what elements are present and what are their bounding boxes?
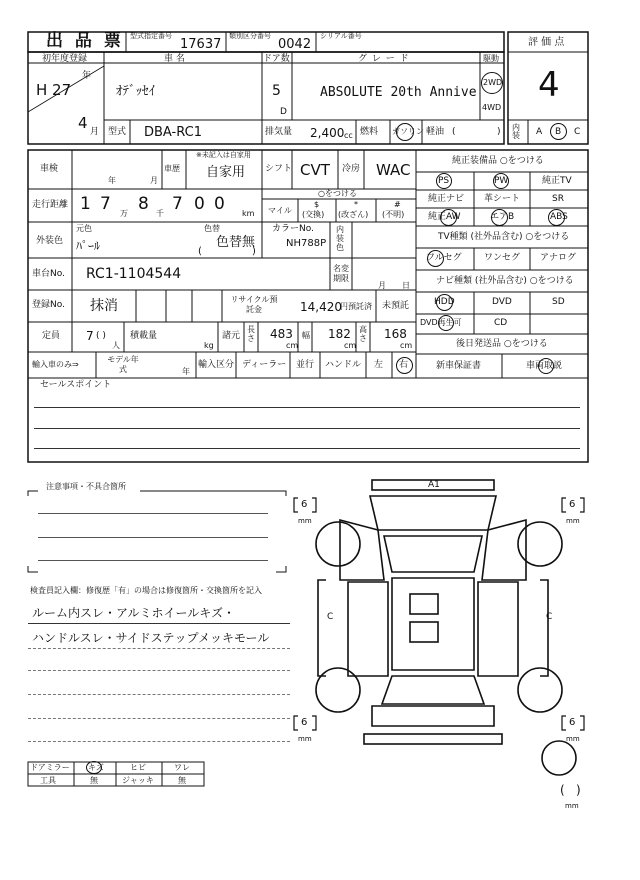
name-change-month: 月 <box>378 281 386 290</box>
tire-rl-unit: mm <box>298 735 312 743</box>
recycle-label: リサイクル預託金 <box>230 295 278 314</box>
color-no-value: NH788P <box>286 238 327 249</box>
ac-label: 冷房 <box>342 164 361 174</box>
capacity-label: 定員 <box>42 331 61 341</box>
equip-airbag: エアB <box>490 212 515 222</box>
mileage-unit-man: 万 <box>120 209 128 218</box>
reg-label: 登録No. <box>32 300 65 310</box>
capacity-value: 7 <box>86 329 94 343</box>
tire-front-left <box>316 522 360 566</box>
navi-title: ナビ種類 (社外品含む) ○をつける <box>436 276 574 286</box>
displacement-label: 排気量 <box>265 127 293 137</box>
hood <box>370 496 496 530</box>
color-change-value: 色替無 <box>216 235 256 250</box>
tire-fl-depth: 6 <box>301 499 308 510</box>
inspector-note-2: ハンドルスレ・サイドステップメッキモール <box>32 631 270 645</box>
color-no-label: カラーNo. <box>272 224 314 234</box>
handle-right: 右 <box>399 360 409 370</box>
history-value: 自家用 <box>206 165 246 180</box>
fuel-diesel: 軽油 <box>426 127 445 137</box>
tire-fl-unit: mm <box>298 517 312 525</box>
first-reg-month: 4 <box>78 114 88 132</box>
load-unit: kg <box>204 341 214 350</box>
later-warranty: 新車保証書 <box>436 361 482 371</box>
name-change-label: 名変期限 <box>333 264 349 283</box>
import-type-label: 輸入区分 <box>198 360 235 370</box>
doors-label: ドア数 <box>263 54 290 64</box>
mileage-opt-unknown-sym: # <box>394 200 401 209</box>
mileage-digit-3: 8 <box>138 194 149 214</box>
tire-front-right <box>518 522 562 566</box>
spare-unit: mm <box>565 802 579 810</box>
mileage-flag-note: ○をつける <box>318 189 357 198</box>
mileage-digit-1: 1 <box>80 194 91 214</box>
equip-leather: 革シート <box>484 194 521 204</box>
history-note: ※未記入は自家用 <box>196 151 251 159</box>
spare-paren-close: ) <box>576 783 581 797</box>
category-no: 0042 <box>278 37 312 52</box>
length-cm: cm <box>286 341 299 350</box>
shift-label: シフト <box>265 164 293 174</box>
check-header-mirror: ドアミラー <box>30 763 70 772</box>
drive-label: 駆動 <box>483 54 499 63</box>
height-value: 168 <box>384 327 407 341</box>
mileage-unit-km: km <box>242 209 255 218</box>
navi-sd: SD <box>552 297 565 307</box>
serial-label: シリアル番号 <box>320 32 362 40</box>
interior-grade-b: B <box>555 127 562 137</box>
car-name-label: 車 名 <box>164 54 185 64</box>
model-value: DBA-RC1 <box>144 125 202 140</box>
fuel-gasoline: ガソリン <box>392 127 424 136</box>
score-label: 評 価 点 <box>528 37 565 48</box>
load-label: 積載量 <box>130 331 158 341</box>
handle-left: 左 <box>374 360 384 370</box>
original-color-label: 元色 <box>76 224 92 233</box>
chassis-label: 車台No. <box>32 269 65 279</box>
tailgate <box>372 706 494 726</box>
rear-glass <box>382 676 484 704</box>
equip-navi: 純正ナビ <box>428 194 465 204</box>
navi-dvd-play: DVD再生可 <box>420 318 462 327</box>
history-label: 車歴 <box>164 164 180 173</box>
width-label: 幅 <box>302 331 310 340</box>
first-reg-era: H 27 <box>36 81 72 99</box>
import-only-label: 輸入車のみ⇒ <box>32 360 79 369</box>
type-designation-no: 17637 <box>180 37 222 52</box>
fuel-label: 燃料 <box>360 127 379 137</box>
check-jack-label: ジャッキ <box>122 776 154 785</box>
mileage-opt-exchange-sym: $ <box>314 200 320 209</box>
displacement-value: 2,400 <box>310 126 345 140</box>
tire-rear-right <box>518 668 562 712</box>
width-cm: cm <box>344 341 357 350</box>
height-label: 高さ <box>359 325 367 343</box>
navi-cd: CD <box>494 318 508 328</box>
right-side <box>478 582 518 676</box>
month-unit: 月 <box>90 127 100 137</box>
mileage-digit-5: 0 <box>194 194 205 214</box>
drive-4wd: 4WD <box>482 103 502 112</box>
sales-points-label: セールスポイント <box>40 380 112 390</box>
score-value: 4 <box>538 65 560 105</box>
equip-aw: 純正AW <box>428 212 461 222</box>
check-header-crack: ヒビ <box>130 763 146 772</box>
reg-value: 抹消 <box>90 298 118 314</box>
recycle-status: 円預託済 <box>340 302 372 311</box>
front-marker: A1 <box>428 480 440 490</box>
check-header-break: ワレ <box>174 763 190 772</box>
check-tools-label: 工具 <box>40 776 56 785</box>
capacity-paren: ( ) <box>96 331 106 341</box>
navi-dvd: DVD <box>492 297 512 307</box>
check-tools-value: 無 <box>90 776 98 785</box>
mileage-label: 走行距離 <box>32 200 69 210</box>
category-label: 類別区分番号 <box>229 32 271 40</box>
interior-grade-c: C <box>574 127 581 137</box>
check-header-scratch: キズ <box>88 763 104 772</box>
recycle-value: 14,420 <box>300 300 342 314</box>
mileage-digit-2: 7 <box>100 194 111 214</box>
later-title: 後日発送品 ○をつける <box>456 339 548 349</box>
length-label: 長さ <box>247 325 255 343</box>
navi-hdd: HDD <box>434 297 455 307</box>
tire-rl-depth: 6 <box>301 717 308 728</box>
type-designation-label: 型式指定番号 <box>130 32 172 40</box>
handle-label: ハンドル <box>325 360 362 370</box>
left-side <box>348 582 388 676</box>
tire-fr-depth: 6 <box>569 499 576 510</box>
mileage-unit-sen: 千 <box>156 209 164 218</box>
tv-oneseg: ワンセグ <box>484 253 521 263</box>
model-year-label: モデル年式 <box>107 355 139 374</box>
exterior-label: 外装色 <box>36 236 64 246</box>
tire-spare <box>542 741 576 775</box>
rear-bumper <box>364 734 502 744</box>
form-title: 出 品 票 <box>46 31 124 51</box>
name-change-day: 日 <box>402 281 410 290</box>
color-change-label: 色替 <box>204 224 220 233</box>
inspector-note-1: ルーム内スレ・アルミホイールキズ・ <box>32 606 236 620</box>
color-paren-close: ) <box>252 246 256 257</box>
equip-tv: 純正TV <box>542 176 572 186</box>
interior-grade-a: A <box>536 127 543 137</box>
tv-title: TV種類 (社外品含む) ○をつける <box>438 232 570 242</box>
chassis-value: RC1-1104544 <box>86 266 182 282</box>
first-reg-label: 初年度登録 <box>42 54 88 64</box>
length-value: 483 <box>270 327 293 341</box>
genuine-title: 純正装備品 ○をつける <box>452 156 544 166</box>
import-dealer: ディーラー <box>242 360 287 370</box>
model-label: 型式 <box>108 127 127 137</box>
left-side-mark: C <box>327 612 334 622</box>
windshield <box>384 536 482 572</box>
tire-rr-depth: 6 <box>569 717 576 728</box>
grade-value: ABSOLUTE 20th Annive <box>320 85 477 100</box>
drive-2wd: 2WD <box>483 78 503 87</box>
inspector-title: 検査員記入欄：修復歴「有」の場合は修復箇所・交換箇所を記入 <box>30 586 262 595</box>
tire-rr-unit: mm <box>566 735 580 743</box>
mileage-opt-tamper: (改ざん) <box>338 210 369 219</box>
grade-label: グ レ ー ド <box>358 54 410 64</box>
car-name: ｵﾃﾞｯｾｲ <box>116 84 155 99</box>
original-color: ﾊﾟｰﾙ <box>76 239 101 253</box>
equip-abs: ABS <box>550 212 568 222</box>
year-unit: 年 <box>82 71 92 81</box>
capacity-unit: 人 <box>112 341 120 350</box>
spare-paren-open: ( <box>560 783 565 797</box>
mileage-digit-4: 7 <box>172 194 183 214</box>
color-paren-open: ( <box>198 246 202 257</box>
width-value: 182 <box>328 327 351 341</box>
shaken-label: 車検 <box>40 164 59 174</box>
shift-value: CVT <box>300 161 330 179</box>
shaken-month-unit: 月 <box>150 176 158 185</box>
interior-label: 内装 <box>512 123 520 140</box>
fuel-paren-open: ( <box>452 127 456 137</box>
equip-pw: PW <box>494 176 509 186</box>
fuel-paren-close: ) <box>497 127 501 137</box>
mileage-opt-exchange: (交換) <box>302 210 325 219</box>
recycle-unpaid: 未預託 <box>382 301 410 311</box>
shaken-year-unit: 年 <box>108 176 116 185</box>
tire-fr-unit: mm <box>566 517 580 525</box>
ac-value: WAC <box>376 161 411 179</box>
dims-label: 諸元 <box>222 331 241 341</box>
doors-value: 5 <box>272 83 281 99</box>
right-side-mark: C <box>546 612 553 622</box>
check-jack-value: 無 <box>178 776 186 785</box>
mileage-digit-6: 0 <box>214 194 225 214</box>
tv-fullseg: フルセグ <box>426 253 462 263</box>
interior-color-label: 内装色 <box>336 225 344 252</box>
equip-sr: SR <box>552 194 564 204</box>
import-parallel: 並行 <box>296 360 315 370</box>
mileage-opt-mile: マイル <box>268 206 292 215</box>
tv-analog: アナログ <box>540 253 577 263</box>
roof <box>392 578 474 670</box>
height-cm: cm <box>400 341 413 350</box>
displacement-unit: cc <box>344 131 353 140</box>
model-year-unit: 年 <box>182 367 190 376</box>
mileage-opt-tamper-sym: * <box>354 200 358 209</box>
notes-title: 注意事項・不具合箇所 <box>46 482 126 491</box>
later-manual: 車両取説 <box>526 361 563 371</box>
doors-type: D <box>280 107 287 117</box>
mileage-opt-unknown: (不明) <box>382 210 405 219</box>
equip-ps: PS <box>438 176 450 186</box>
tire-rear-left <box>316 668 360 712</box>
